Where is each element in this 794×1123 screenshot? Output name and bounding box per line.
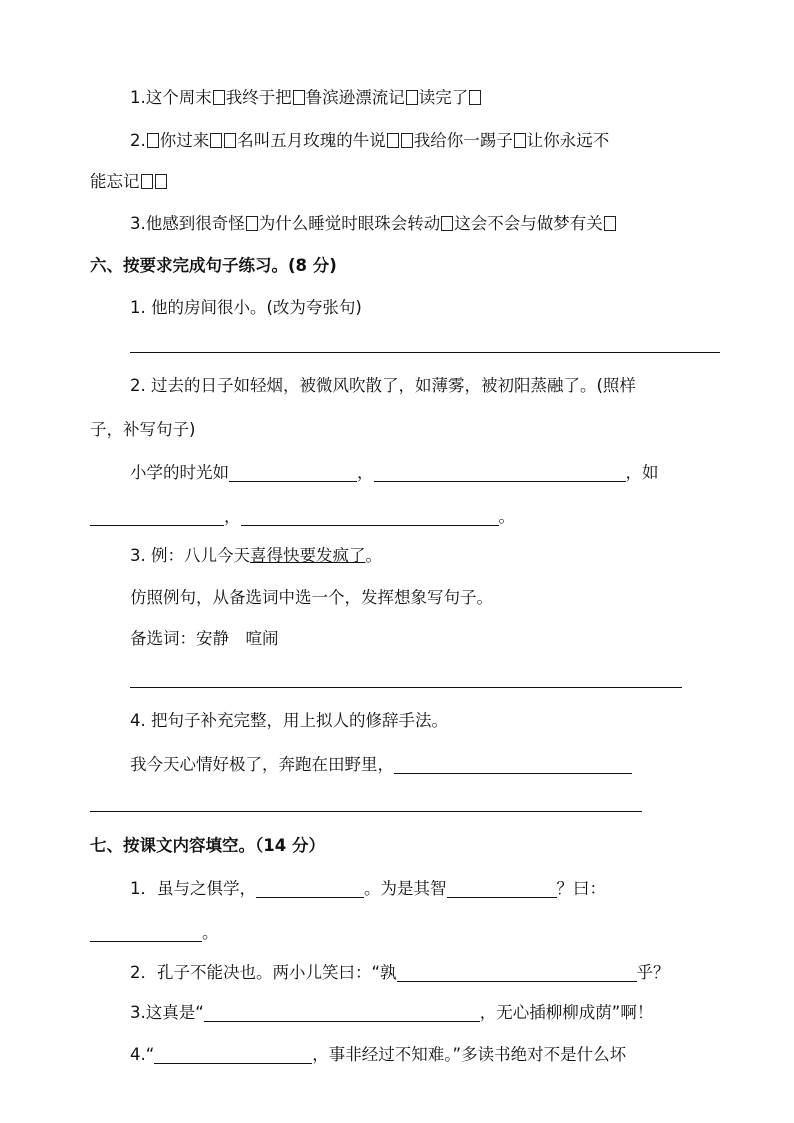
s6-q2-fill: 小学的时光如 ， ，如 — [130, 463, 659, 482]
answer-box[interactable] — [401, 133, 413, 148]
answer-box[interactable] — [224, 133, 236, 148]
answer-line[interactable] — [130, 687, 682, 688]
s6-q2-fill-cont: ， 。 — [90, 505, 515, 529]
answer-blank[interactable] — [154, 1045, 312, 1064]
answer-box[interactable] — [469, 90, 481, 105]
answer-box[interactable] — [213, 90, 225, 105]
answer-blank[interactable] — [204, 1003, 480, 1022]
punct-q2: 2. 你过来 名叫五月玫瑰的牛说 我给你一踢子 让你永远不 — [130, 131, 610, 150]
answer-box[interactable] — [155, 174, 167, 189]
answer-box[interactable] — [147, 133, 159, 148]
section-7-heading: 七、按课文内容填空。（14 分） — [90, 836, 325, 855]
answer-box[interactable] — [246, 216, 258, 231]
answer-blank[interactable] — [241, 507, 499, 526]
answer-box[interactable] — [406, 90, 418, 105]
s7-q1-cont: 。 — [90, 921, 219, 945]
s7-q2: 2．孔子不能决也。两小儿笑曰：“孰 乎？ — [130, 963, 670, 982]
answer-blank[interactable] — [90, 923, 202, 942]
answer-blank[interactable] — [374, 463, 626, 482]
example-phrase: 喜得快要发疯了 — [250, 546, 366, 565]
answer-blank[interactable] — [256, 879, 364, 898]
punct-q1: 1.这个周末 我终于把 鲁滨逊漂流记 读完了 — [130, 86, 482, 110]
answer-box[interactable] — [604, 216, 616, 231]
answer-blank[interactable] — [447, 879, 557, 898]
answer-box[interactable] — [441, 216, 453, 231]
answer-box[interactable] — [514, 133, 526, 148]
s6-q3-options: 备选词：安静 喧闹 — [130, 629, 279, 648]
s6-q2: 2. 过去的日子如轻烟，被微风吹散了，如薄雾，被初阳蒸融了。(照样 — [130, 376, 636, 395]
s7-q3: 3.这真是“ ，无心插柳柳成荫”啊！ — [130, 1003, 654, 1022]
answer-blank[interactable] — [394, 755, 632, 774]
s6-q3-instruction: 仿照例句，从备选词中选一个，发挥想象写句子。 — [130, 588, 493, 607]
s6-q4-fill: 我今天心情好极了，奔跑在田野里， — [130, 753, 632, 777]
answer-blank[interactable] — [229, 463, 357, 482]
s7-q4: 4.“ ，事非经过不知难。”多读书绝对不是什么坏 — [130, 1045, 627, 1064]
answer-blank[interactable] — [397, 963, 637, 982]
punct-q3: 3.他感到很奇怪 为什么睡觉时眼珠会转动 这会不会与做梦有关 — [130, 212, 617, 236]
answer-box[interactable] — [210, 133, 222, 148]
answer-box[interactable] — [293, 90, 305, 105]
s7-q1: 1．虽与之俱学， 。为是其智 ？曰： — [130, 879, 606, 898]
punct-q2-cont: 能忘记 — [90, 170, 168, 194]
s6-q2-cont: 子，补写句子) — [90, 420, 196, 439]
answer-line[interactable] — [90, 811, 642, 812]
s6-q1: 1. 他的房间很小。(改为夸张句) — [130, 298, 362, 317]
answer-line[interactable] — [130, 352, 720, 353]
answer-box[interactable] — [387, 133, 399, 148]
section-6-heading: 六、按要求完成句子练习。(8 分) — [90, 256, 337, 275]
s6-q4: 4. 把句子补充完整，用上拟人的修辞手法。 — [130, 711, 448, 730]
s6-q3: 3. 例：八儿今天喜得快要发疯了。 — [130, 546, 382, 565]
answer-blank[interactable] — [90, 507, 224, 526]
answer-box[interactable] — [141, 174, 153, 189]
